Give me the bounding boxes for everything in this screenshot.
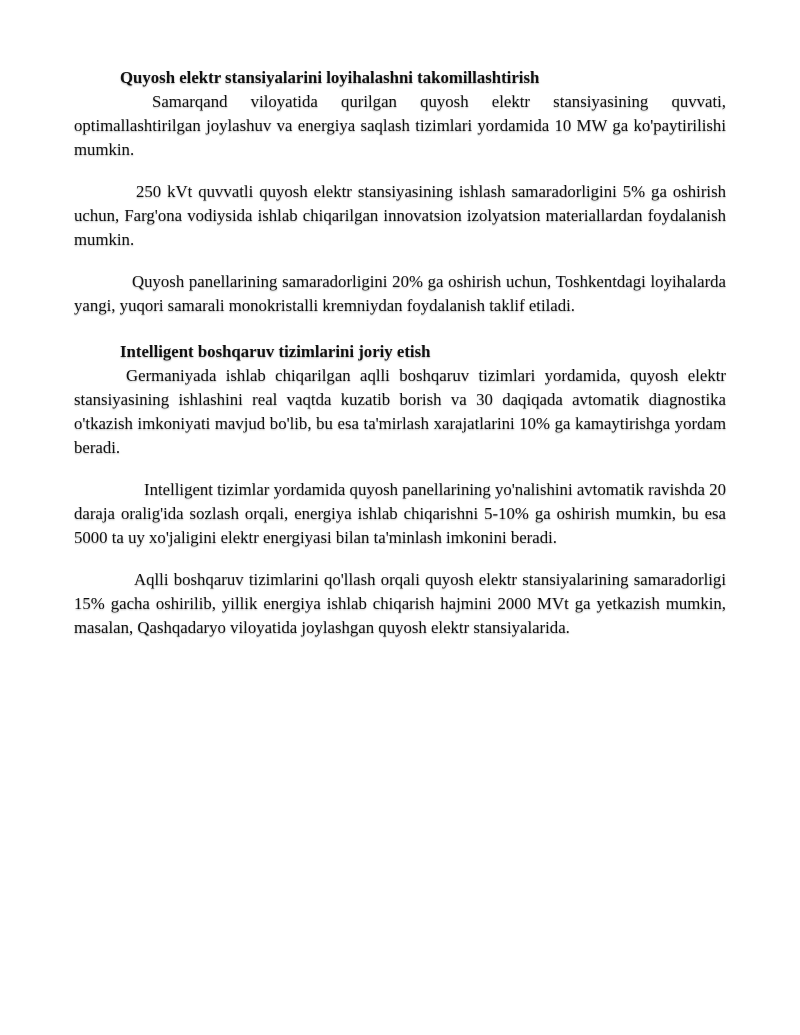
paragraph-germaniya: Germaniyada ishlab chiqarilgan aqlli boshqaruv tizimlari yordamida, quyosh elektr stansiyasining ishlashini real vaqtda kuzatib borish va 30 daqiqada avtomatik diagnostika o'tkazish imkoniyati mavjud bo'lib, bu esa ta'mirlash xarajatlarini 10% ga kamaytirishga yordam beradi. (74, 366, 726, 457)
paragraph-fargona: 250 kVt quvvatli quyosh elektr stansiyasining ishlash samaradorligini 5% ga oshirish uchun, Farg'ona vodiysida ishlab chiqarilgan innovatsion izolyatsion materiallardan foydalanish mumkin. (74, 182, 726, 249)
paragraph-toshkent: Quyosh panellarining samaradorligini 20% ga oshirish uchun, Toshkentdagi loyihalarda yangi, yuqori samarali monokristalli kremniydan foydalanish taklif etiladi. (74, 272, 726, 315)
paragraph-aqlli-boshqaruv: Aqlli boshqaruv tizimlarini qo'llash orqali quyosh elektr stansiyalarining samaradorligi 15% gacha oshirilib, yillik energiya ishlab chiqarish hajmini 2000 MVt ga yetkazish mumkin, masalan, Qashqadaryo viloyatida joylashgan quyosh elektr stansiyalarida. (74, 570, 726, 637)
document-page (74, 66, 726, 640)
section-heading-intelligent: Intelligent boshqaruv tizimlarini joriy etish (120, 342, 431, 361)
paragraph-samarqand: Samarqand viloyatida qurilgan quyosh elektr stansiyasining quvvati, optimallashtirilgan joylashuv va energiya saqlash tizimlari yordamida 10 MW ga ko'paytirilishi mumkin. (74, 92, 726, 159)
section-heading-design: Quyosh elektr stansiyalarini loyihalashni takomillashtirish (120, 68, 540, 87)
paragraph-intelligent-tizimlar: Intelligent tizimlar yordamida quyosh panellarining yo'nalishini avtomatik ravishda 20 daraja oralig'ida sozlash orqali, energiya ishlab chiqarishni 5-10% ga oshirish mumkin, bu esa 5000 ta uy xo'jaligini elektr energiyasi bilan ta'minlash imkonini beradi. (74, 480, 726, 547)
